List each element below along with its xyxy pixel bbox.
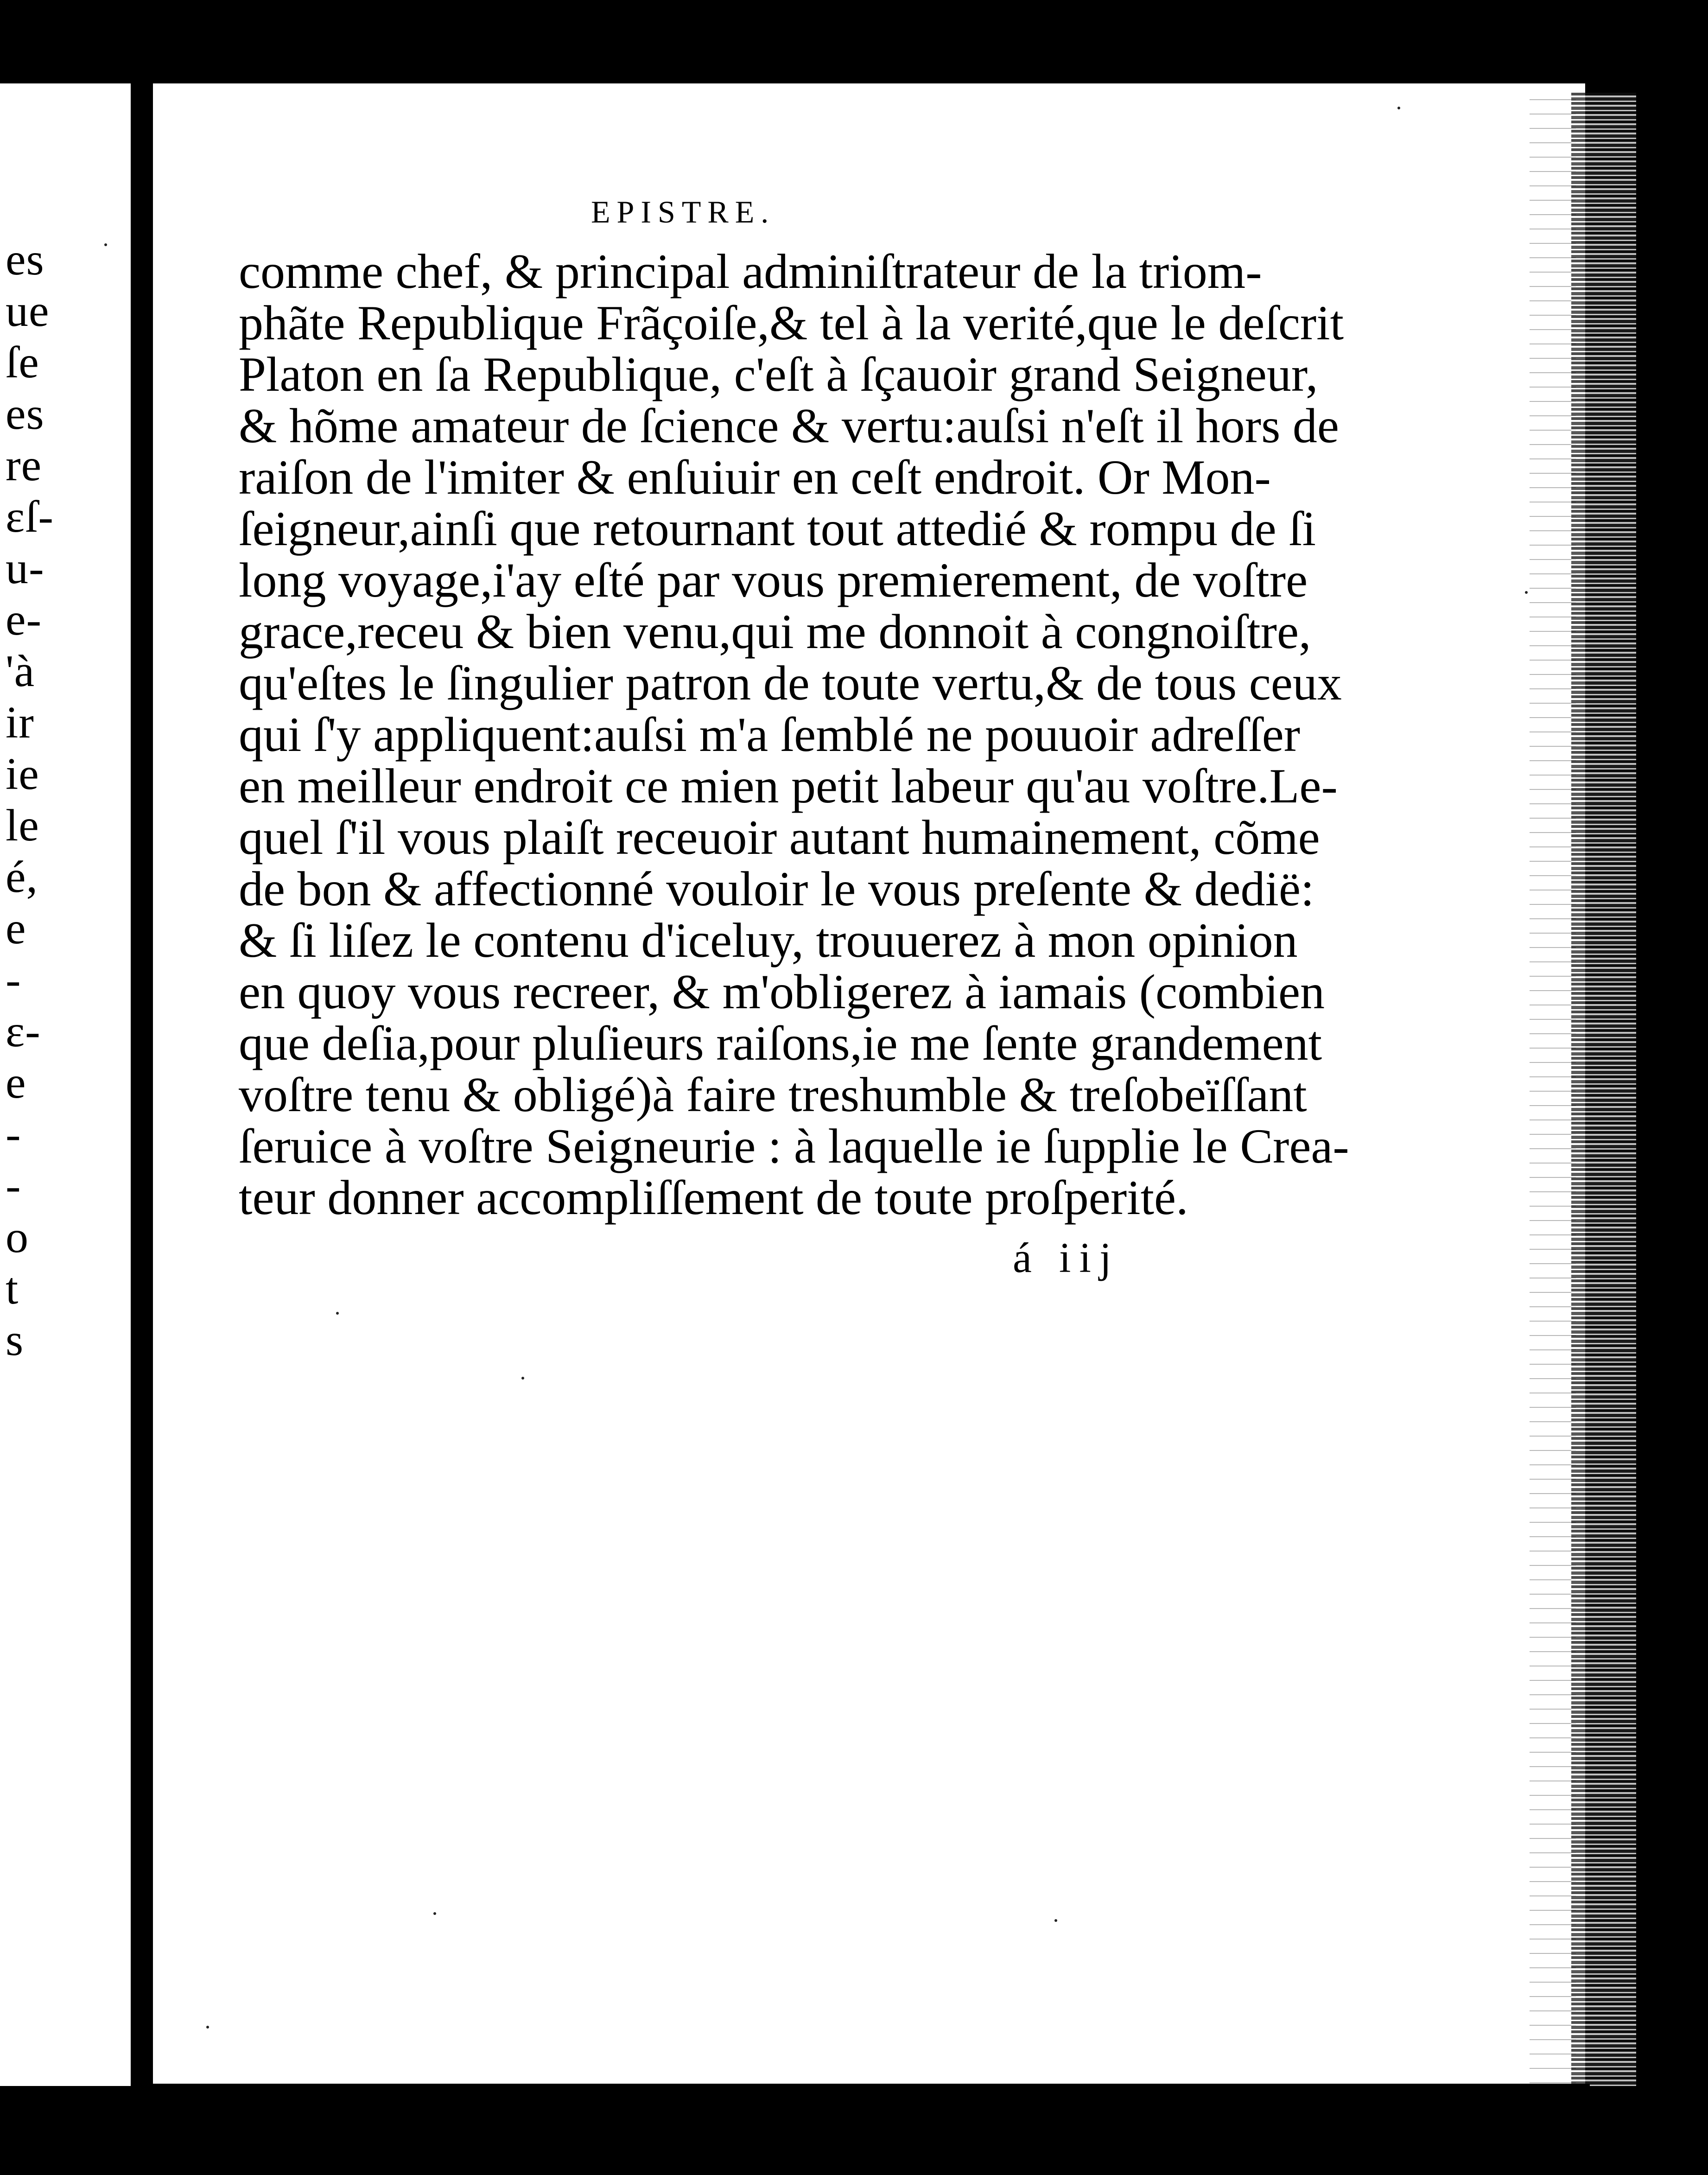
text-line: qu'eſtes le ſingulier patron de toute vertu,& de tous ceux: [239, 656, 1342, 710]
text-line: de bon & affectionné vouloir le vous preſente & dedië:: [239, 862, 1314, 916]
facing-page-fragment: le: [6, 801, 39, 851]
ink-speck: [206, 2026, 209, 2029]
page-fore-edge: [1571, 93, 1636, 2086]
text-line: comme chef, & principal adminiſtrateur de la triom-: [239, 244, 1262, 299]
facing-page-text-fragments: [6, 234, 126, 1366]
text-line: voſtre tenu & obligé)à faire treshumble & treſobeïſſant: [239, 1068, 1307, 1122]
ink-speck: [1397, 107, 1400, 109]
facing-page-fragment: 'à: [6, 646, 35, 696]
text-line: long voyage,i'ay eſté par vous premierement, de voſtre: [239, 553, 1308, 607]
facing-page-fragment: e-: [6, 595, 42, 645]
text-line: ſeigneur,ainſi que retournant tout attedié & rompu de ſi: [239, 502, 1316, 556]
facing-page-fragment: -: [6, 1109, 21, 1159]
facing-page-fragment: ɛſ-: [6, 492, 54, 542]
facing-page-fragment: é,: [6, 852, 38, 902]
ink-speck: [1525, 591, 1528, 594]
facing-page-fragment: ie: [6, 749, 39, 799]
facing-page-fragment: -: [6, 955, 21, 1005]
facing-page-fragment: s: [6, 1315, 24, 1365]
text-line: & ſi liſez le contenu d'iceluy, trouuerez à mon opinion: [239, 913, 1298, 967]
facing-page-fragment: -: [6, 1161, 21, 1211]
facing-page-fragment: ɛ-: [6, 1006, 41, 1056]
text-line: grace,receu & bien venu,qui me donnoit à congnoiſtre,: [239, 604, 1311, 659]
text-line: en meilleur endroit ce mien petit labeur qu'au voſtre.Le-: [239, 759, 1338, 813]
text-line: qui ſ'y appliquent:auſsi m'a ſemblé ne pouuoir adreſſer: [239, 707, 1301, 762]
epistle-body: [239, 244, 1349, 1225]
text-line: ſeruice à voſtre Seigneurie : à laquelle ie ſupplie le Crea-: [239, 1119, 1349, 1173]
text-line: raiſon de l'imiter & enſuiuir en ceſt endroit. Or Mon-: [239, 450, 1271, 504]
facing-page-fragment: o: [6, 1212, 29, 1262]
facing-page-fragment: re: [6, 440, 42, 490]
text-line: en quoy vous recreer, & m'obligerez à iamais (combien: [239, 965, 1325, 1019]
text-line: que deſia,pour pluſieurs raiſons,ie me ſente grandement: [239, 1016, 1322, 1070]
ink-speck: [521, 1377, 524, 1380]
ink-speck: [1054, 1919, 1057, 1922]
running-head: EPISTRE.: [591, 194, 775, 229]
ink-speck: [336, 1312, 339, 1315]
ink-speck: [433, 1912, 436, 1915]
text-line: & hõme amateur de ſcience & vertu:auſsi n'eſt il hors de: [239, 399, 1339, 453]
page-gutter: [131, 83, 144, 2086]
page-edge-texture: [1530, 93, 1576, 2086]
text-line: Platon en ſa Republique, c'eſt à ſçauoir grand Seigneur,: [239, 347, 1318, 401]
facing-page-fragment: ue: [6, 286, 50, 336]
page-bottom-border: [153, 2084, 1590, 2089]
signature-mark: á iij: [1013, 1234, 1120, 1281]
text-line: phãte Republique Frãçoiſe,& tel à la verité,que le deſcrit: [239, 296, 1344, 350]
facing-page-fragment: u-: [6, 543, 44, 593]
facing-page-fragment: t: [6, 1264, 19, 1314]
facing-page-fragment: es: [6, 389, 44, 439]
text-line: quel ſ'il vous plaiſt receuoir autant humainement, cõme: [239, 810, 1320, 865]
facing-page-fragment: e: [6, 1058, 26, 1108]
facing-page-fragment: ſe: [6, 337, 39, 388]
facing-page-fragment: es: [6, 235, 44, 285]
facing-page-fragment: e: [6, 903, 26, 954]
text-line: teur donner accompliſſement de toute proſperité.: [239, 1170, 1188, 1225]
facing-page-fragment: ir: [6, 698, 34, 748]
ink-speck: [104, 243, 107, 246]
